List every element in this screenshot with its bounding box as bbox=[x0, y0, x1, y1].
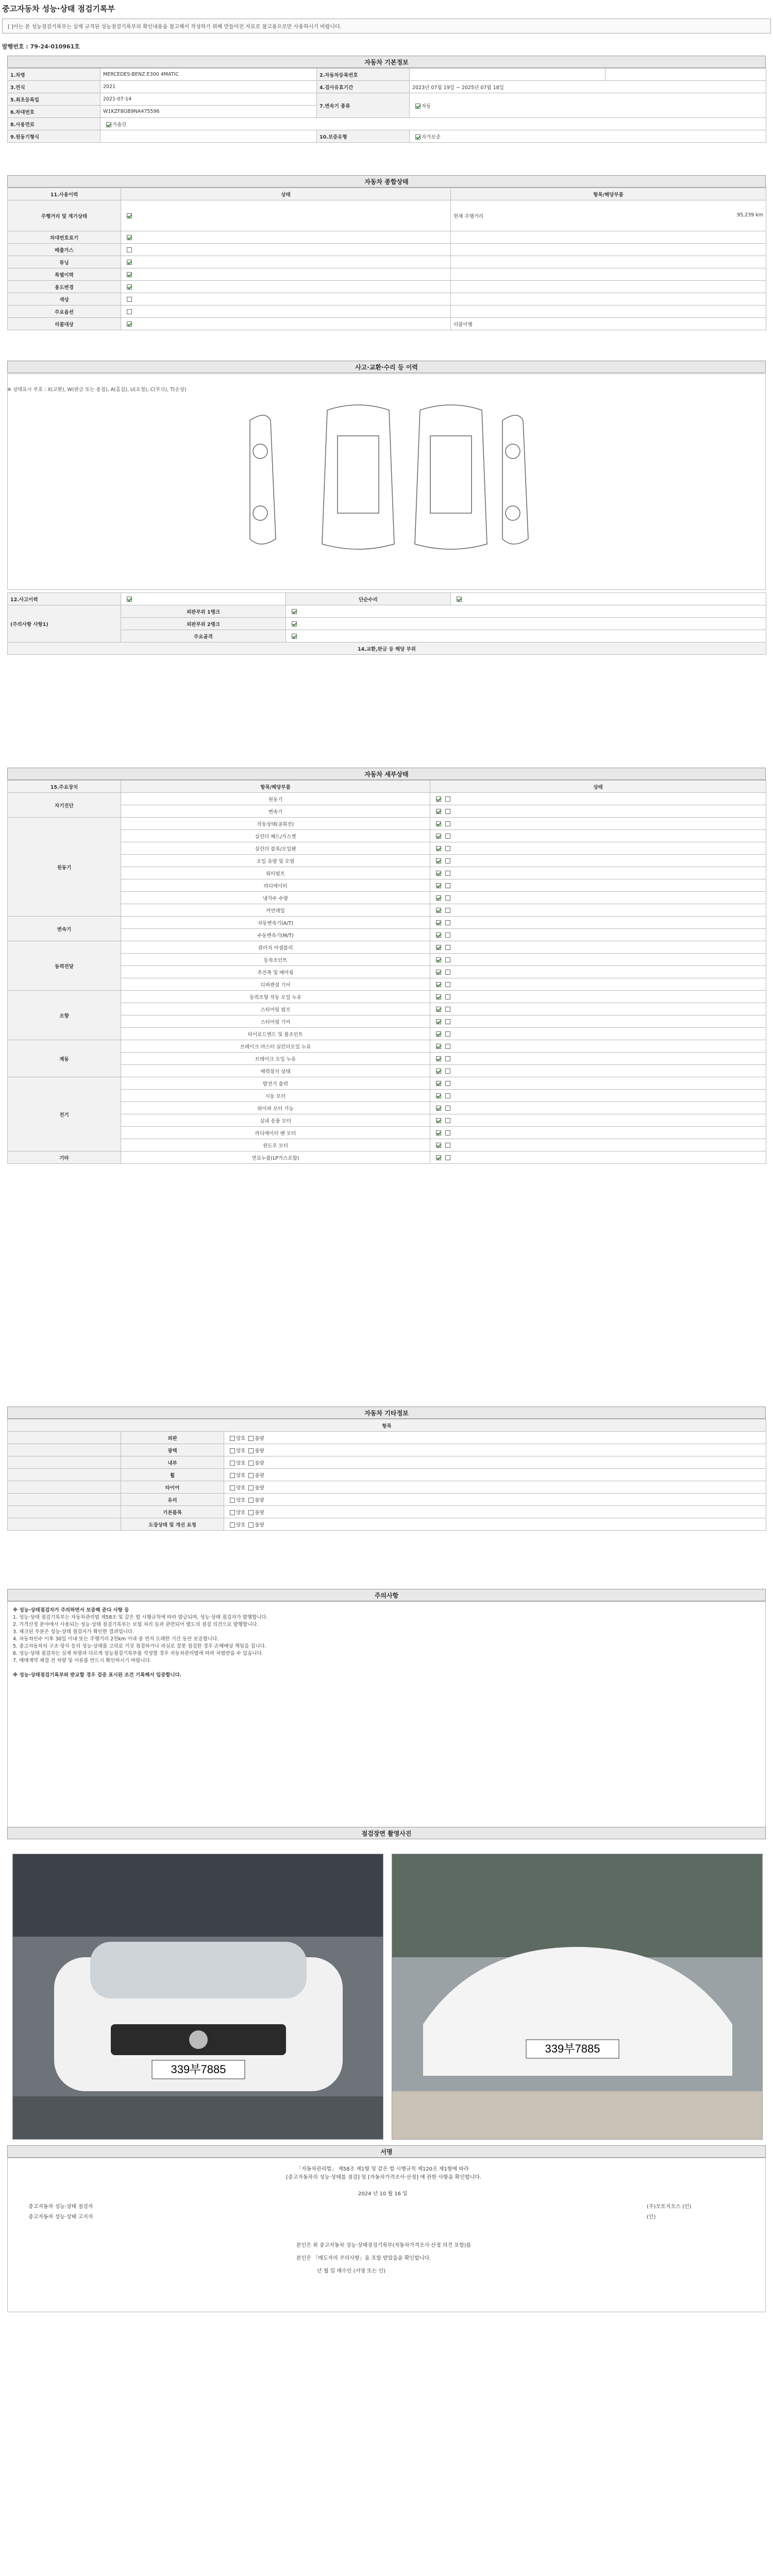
note-line: ※ 성능·상태점검자가 주의하면서 보증해 준다 사항 등 bbox=[13, 1607, 129, 1613]
label-simple-repair: 단순수리 bbox=[286, 593, 451, 605]
checkbox bbox=[248, 1436, 254, 1441]
sign-inspector-label: 중고자동차 성능·상태 점검자 bbox=[28, 2204, 93, 2210]
label-year: 3.연식 bbox=[8, 81, 100, 93]
detail-item: 윈도우 모터 bbox=[121, 1139, 430, 1151]
recall-target: 리콜이행 bbox=[453, 321, 473, 328]
detail-item: 라디에이터 팬 모터 bbox=[121, 1127, 430, 1139]
detail-item: 수동변속기(M/T) bbox=[121, 929, 430, 941]
photos-header: 점검장면 촬영사진 bbox=[7, 1827, 766, 1839]
detail-group-name: 조향 bbox=[8, 991, 121, 1040]
value-car-name: MERCEDES-BENZ E300 4MATIC bbox=[100, 69, 317, 81]
detail-table bbox=[7, 780, 766, 1164]
checkbox-checked bbox=[436, 1019, 441, 1024]
detail-item: 추진축 및 베어링 bbox=[121, 966, 430, 978]
detail-item: 커먼레일 bbox=[121, 904, 430, 917]
detail-item: 와이퍼 모터 기능 bbox=[121, 1102, 430, 1114]
warranty-text: 자가보증 bbox=[422, 134, 441, 140]
detail-state bbox=[430, 1077, 766, 1090]
plate-text-front: 339부7885 bbox=[171, 2063, 226, 2076]
misc-row-state bbox=[224, 1494, 766, 1506]
label-inspection-period: 4.검사유효기간 bbox=[317, 81, 410, 93]
checkbox-checked bbox=[292, 609, 297, 614]
label-exchange: 14.교환,판금 등 해당 부위 bbox=[8, 642, 766, 655]
checkbox-checked bbox=[436, 1081, 441, 1086]
checkbox bbox=[248, 1461, 254, 1466]
label-transmission: 7.변속기 종류 bbox=[317, 93, 410, 118]
opt-good: 양호 bbox=[236, 1435, 246, 1442]
checkbox bbox=[445, 858, 450, 863]
checkbox bbox=[230, 1448, 235, 1453]
note-line: 7. 매매계약 체결 전 차량 및 서류를 반드시 확인하시기 바랍니다. bbox=[13, 1658, 152, 1664]
checkbox-checked bbox=[436, 796, 441, 802]
label-vin-mark: 차대번호표기 bbox=[8, 231, 121, 244]
detail-state bbox=[430, 954, 766, 966]
detail-item: 실린더 블록/오일팬 bbox=[121, 842, 430, 855]
misc-row-label: 도장상태 및 개선 요청 bbox=[121, 1518, 224, 1531]
checkbox bbox=[445, 908, 450, 913]
checkbox bbox=[445, 1069, 450, 1074]
detail-state bbox=[430, 941, 766, 954]
opt-bad: 불량 bbox=[255, 1460, 264, 1466]
detail-group-name: 동력전달 bbox=[8, 941, 121, 991]
sign-box bbox=[7, 2158, 766, 2312]
checkbox bbox=[230, 1473, 235, 1478]
plate-text-side: 339부7885 bbox=[545, 2042, 600, 2055]
value-first-reg: 2021-07-14 bbox=[100, 93, 317, 106]
checkbox-checked bbox=[436, 895, 441, 901]
opt-good: 양호 bbox=[236, 1448, 246, 1454]
opt-bad: 불량 bbox=[255, 1485, 264, 1491]
misc-row-label: 기본품목 bbox=[121, 1506, 224, 1518]
checkbox bbox=[445, 982, 450, 987]
checkbox-checked bbox=[127, 321, 132, 327]
checkbox-checked bbox=[436, 957, 441, 962]
checkbox-checked bbox=[436, 970, 441, 975]
checkbox-checked bbox=[127, 597, 132, 602]
detail-state bbox=[430, 842, 766, 855]
misc-row-blank bbox=[8, 1432, 121, 1444]
detail-item: 시동 모터 bbox=[121, 1090, 430, 1102]
detail-state bbox=[430, 1114, 766, 1127]
checkbox bbox=[127, 309, 132, 314]
checkbox-checked bbox=[436, 809, 441, 814]
misc-row-blank bbox=[8, 1506, 121, 1518]
checkbox bbox=[230, 1510, 235, 1515]
detail-item: 원동기 bbox=[121, 793, 430, 805]
detail-state bbox=[430, 1090, 766, 1102]
checkbox bbox=[445, 1093, 450, 1098]
checkbox-checked bbox=[436, 945, 441, 950]
detail-item: 동력조향 작동 오일 누유 bbox=[121, 991, 430, 1003]
detail-item: 배력장치 상태 bbox=[121, 1065, 430, 1077]
checkbox-checked bbox=[415, 104, 421, 109]
value-fuel bbox=[100, 118, 766, 130]
detail-state bbox=[430, 1151, 766, 1164]
note-final: ※ 성능·상태점검기록부와 받교할 경우 검증 표시된 조건 기록해서 입증합니다. bbox=[13, 1672, 182, 1678]
detail-item: 브레이크 마스터 실린더오일 누유 bbox=[121, 1040, 430, 1053]
label-options: 주요옵션 bbox=[8, 306, 121, 318]
checkbox bbox=[445, 796, 450, 802]
checkbox-checked bbox=[436, 858, 441, 863]
label-use-change: 용도변경 bbox=[8, 281, 121, 293]
basic-info-table bbox=[7, 68, 766, 143]
sign-buyer3: 년 월 일 매수인 (서명 또는 인) bbox=[317, 2268, 386, 2274]
checkbox bbox=[230, 1461, 235, 1466]
detail-header: 자동차 세부상태 bbox=[7, 768, 766, 780]
checkbox bbox=[445, 1019, 450, 1024]
detail-state bbox=[430, 1053, 766, 1065]
detail-item: 디퍼렌셜 기어 bbox=[121, 978, 430, 991]
detail-state bbox=[430, 1003, 766, 1015]
note-line: 6. 성능·상태 점검자는 실제 차량과 다르게 성능점검기록부를 작성할 경우 자동차관리법에 따라 처벌받을 수 있습니다. bbox=[13, 1651, 263, 1656]
note-line: 3. 체크된 부분은 성능·상태 점검자가 확인한 결과입니다. bbox=[13, 1629, 135, 1635]
misc-row-blank bbox=[8, 1469, 121, 1481]
opt-good: 양호 bbox=[236, 1497, 246, 1503]
checkbox bbox=[445, 970, 450, 975]
checkbox-checked bbox=[436, 1069, 441, 1074]
checkbox-checked bbox=[436, 1155, 441, 1160]
checkbox bbox=[230, 1485, 235, 1490]
label-color: 색상 bbox=[8, 293, 121, 306]
detail-item: 등속조인트 bbox=[121, 954, 430, 966]
detail-col: 15.주요장치 bbox=[8, 781, 121, 793]
opt-good: 양호 bbox=[236, 1510, 246, 1516]
checkbox bbox=[445, 957, 450, 962]
label-outer1: 외판부위 1랭크 bbox=[121, 605, 286, 618]
detail-item: 클러치 어셈블리 bbox=[121, 941, 430, 954]
damage-header: 사고·교환·수리 등 이력 bbox=[7, 361, 766, 373]
checkbox-checked bbox=[436, 933, 441, 938]
checkbox bbox=[248, 1498, 254, 1503]
checkbox bbox=[248, 1485, 254, 1490]
detail-item: 오일 유량 및 오염 bbox=[121, 855, 430, 867]
basic-info-header: 자동차 기본정보 bbox=[7, 56, 766, 68]
detail-state bbox=[430, 830, 766, 842]
checkbox bbox=[445, 834, 450, 839]
misc-row-state bbox=[224, 1432, 766, 1444]
checkbox-checked bbox=[436, 1031, 441, 1037]
detail-group-name: 기타 bbox=[8, 1151, 121, 1164]
label-warranty: 10.보증유형 bbox=[317, 130, 410, 143]
detail-item: 자동변속기(A/T) bbox=[121, 917, 430, 929]
checkbox-checked bbox=[127, 284, 132, 290]
opt-good: 양호 bbox=[236, 1472, 246, 1479]
doc-number-value: 79-24-010961호 bbox=[30, 43, 80, 50]
label-car-name: 1.차명 bbox=[8, 69, 100, 81]
misc-row-blank bbox=[8, 1456, 121, 1469]
opt-bad: 불량 bbox=[255, 1435, 264, 1442]
misc-row-label: 광택 bbox=[121, 1444, 224, 1456]
detail-state bbox=[430, 805, 766, 818]
detail-group-name: 제동 bbox=[8, 1040, 121, 1077]
checkbox bbox=[445, 1118, 450, 1123]
checkbox bbox=[445, 1106, 450, 1111]
note-line: 4. 자동차인수 이후 30일 이내 또는 주행거리 2천km 이내 중 먼저 도래한 기간 동안 보증합니다. bbox=[13, 1636, 219, 1642]
checkbox-checked bbox=[457, 597, 462, 602]
car-photo-front bbox=[12, 1854, 383, 2140]
mileage-note bbox=[451, 200, 766, 231]
checkbox bbox=[445, 846, 450, 851]
car-photo-side bbox=[392, 1854, 763, 2140]
detail-item: 발전기 출력 bbox=[121, 1077, 430, 1090]
label-accident: 12.사고이력 bbox=[8, 593, 121, 605]
mileage-state bbox=[121, 200, 451, 231]
sign-seller-name: (인) bbox=[647, 2214, 656, 2220]
col-note: 항목/해당부품 bbox=[451, 188, 766, 200]
checkbox bbox=[230, 1436, 235, 1441]
misc-table bbox=[7, 1419, 766, 1531]
value-engine-type bbox=[100, 130, 317, 143]
detail-state bbox=[430, 991, 766, 1003]
sign-inspector-name: (주)모토지오스 (인) bbox=[647, 2204, 692, 2210]
checkbox bbox=[445, 945, 450, 950]
detail-state bbox=[430, 879, 766, 892]
misc-row-blank bbox=[8, 1444, 121, 1456]
detail-item: 스티어링 펌프 bbox=[121, 1003, 430, 1015]
label-engine-type: 9.원동기형식 bbox=[8, 130, 100, 143]
label-recall: 리콜대상 bbox=[8, 318, 121, 330]
misc-header: 자동차 기타정보 bbox=[7, 1406, 766, 1419]
detail-state bbox=[430, 1040, 766, 1053]
label-tuning: 튜닝 bbox=[8, 256, 121, 268]
detail-state bbox=[430, 1102, 766, 1114]
overall-table bbox=[7, 188, 766, 330]
detail-item: 라디에이터 bbox=[121, 879, 430, 892]
checkbox bbox=[445, 1044, 450, 1049]
checkbox bbox=[230, 1498, 235, 1503]
checkbox-checked bbox=[436, 1118, 441, 1123]
checkbox-checked bbox=[436, 908, 441, 913]
label-accident-sub: (주의사항 사항1) bbox=[8, 605, 121, 642]
sign-buyer2: 본인은 「매도자의 주의사항」을 포함 받았음을 확인합니다. bbox=[296, 2256, 431, 2261]
sign-header: 서명 bbox=[7, 2145, 766, 2158]
checkbox-checked bbox=[436, 846, 441, 851]
label-emission: 배출가스 bbox=[8, 244, 121, 256]
sign-date: 2024 년 10 월 16 일 bbox=[358, 2191, 408, 2197]
checkbox bbox=[445, 920, 450, 925]
checkbox bbox=[248, 1510, 254, 1515]
detail-item: 변속기 bbox=[121, 805, 430, 818]
checkbox-checked bbox=[436, 871, 441, 876]
misc-row-label: 휠 bbox=[121, 1469, 224, 1481]
misc-row-state bbox=[224, 1456, 766, 1469]
checkbox bbox=[248, 1448, 254, 1453]
note-line: 2. 가격산정 분야에서 사용되는 성능·상태 점검기록부는 보험 처리 등과 관련되어 별도의 점검 의견으로 발행합니다. bbox=[13, 1622, 259, 1628]
opt-bad: 불량 bbox=[255, 1510, 264, 1516]
detail-state bbox=[430, 1028, 766, 1040]
note-line: 1. 성능·상태 점검기록부는 자동차관리법 제58조 및 같은 법 시행규칙에 따라 발급되며, 성능·상태 점검자가 발행합니다. bbox=[13, 1615, 268, 1620]
accident-table bbox=[7, 592, 766, 655]
checkbox bbox=[445, 1031, 450, 1037]
misc-row-label: 유리 bbox=[121, 1494, 224, 1506]
checkbox-checked bbox=[436, 821, 441, 826]
page-title: 중고자동차 성능·상태 점검기록부 bbox=[2, 4, 115, 13]
misc-row-state bbox=[224, 1506, 766, 1518]
detail-item: 작동상태(공회전) bbox=[121, 818, 430, 830]
detail-state bbox=[430, 1139, 766, 1151]
misc-row-blank bbox=[8, 1481, 121, 1494]
detail-state bbox=[430, 818, 766, 830]
checkbox bbox=[445, 1130, 450, 1136]
detail-state bbox=[430, 1015, 766, 1028]
checkbox-checked bbox=[436, 1143, 441, 1148]
car-diagram bbox=[7, 374, 766, 590]
detail-item: 스티어링 기어 bbox=[121, 1015, 430, 1028]
detail-state bbox=[430, 867, 766, 879]
damage-legend: ※ 상태표시 부호 : X(교환), W(판금 또는 용접), A(흠집), U(요철), C(부식), T(손상) bbox=[7, 387, 187, 393]
sign-buyer1: 본인은 위 중고자동차 성능·상태점검기록부(자동차가격조사·산정 의견 포함)를 bbox=[296, 2243, 472, 2248]
mileage-value: 95,239 km bbox=[736, 212, 763, 218]
misc-row-state bbox=[224, 1444, 766, 1456]
checkbox bbox=[445, 1056, 450, 1061]
detail-group-name: 자기진단 bbox=[8, 793, 121, 818]
sign-line2: [중고자동차의 성능·상태를 점검] 및 [자동차가격조사·산정] 에 관한 사항을 확인합니다. bbox=[286, 2175, 482, 2180]
notes-box bbox=[7, 1601, 766, 1833]
doc-number-label: 발행번호 bbox=[2, 43, 24, 50]
notice-box: [ ]이는 본 성능점검기록부는 실제 규격된 성능점검기록부의 확인내용을 참고해서 작성하기 위해 만들어진 자료로 참고용으로만 사용하시기 바랍니다. bbox=[2, 19, 771, 33]
detail-item: 실내 송풍 모터 bbox=[121, 1114, 430, 1127]
car-outline-icon bbox=[8, 374, 765, 589]
checkbox bbox=[248, 1522, 254, 1528]
checkbox-checked bbox=[292, 634, 297, 639]
label-reg: 2.자동차등록번호 bbox=[317, 69, 410, 81]
detail-state bbox=[430, 1065, 766, 1077]
detail-state bbox=[430, 917, 766, 929]
checkbox-checked bbox=[436, 883, 441, 888]
value-inspection-period: 2023년 07월 19일 ~ 2025년 07월 18일 bbox=[410, 81, 766, 93]
label-first-reg: 5.최초등록일 bbox=[8, 93, 100, 106]
mileage-note-text: 현재 주행거리 bbox=[453, 213, 484, 219]
checkbox bbox=[445, 1081, 450, 1086]
label-outer2: 외판부위 2랭크 bbox=[121, 618, 286, 630]
label-main-frame: 주요골격 bbox=[121, 630, 286, 642]
checkbox bbox=[445, 871, 450, 876]
misc-row-state bbox=[224, 1481, 766, 1494]
detail-col: 상태 bbox=[430, 781, 766, 793]
detail-group-name: 전기 bbox=[8, 1077, 121, 1151]
checkbox bbox=[445, 809, 450, 814]
detail-col: 항목/해당부품 bbox=[121, 781, 430, 793]
checkbox-checked bbox=[436, 1044, 441, 1049]
opt-good: 양호 bbox=[236, 1485, 246, 1491]
transmission-text: 자동 bbox=[422, 103, 431, 109]
detail-item: 냉각수 수량 bbox=[121, 892, 430, 904]
notes-header: 주의사항 bbox=[7, 1589, 766, 1601]
checkbox bbox=[445, 895, 450, 901]
misc-row-blank bbox=[8, 1494, 121, 1506]
misc-row-blank bbox=[8, 1518, 121, 1531]
label-mileage: 주행거리 및 계기상태 bbox=[8, 200, 121, 231]
opt-bad: 불량 bbox=[255, 1472, 264, 1479]
checkbox-checked bbox=[127, 260, 132, 265]
detail-group-name: 원동기 bbox=[8, 818, 121, 917]
col-use-history: 11.사용이력 bbox=[8, 188, 121, 200]
detail-item: 타이로드엔드 및 볼조인트 bbox=[121, 1028, 430, 1040]
misc-row-label: 내부 bbox=[121, 1456, 224, 1469]
checkbox bbox=[127, 247, 132, 252]
checkbox-checked bbox=[127, 213, 132, 218]
checkbox bbox=[445, 1007, 450, 1012]
misc-row-label: 타이어 bbox=[121, 1481, 224, 1494]
value-year: 2021 bbox=[100, 81, 317, 93]
detail-group-name: 변속기 bbox=[8, 917, 121, 941]
misc-row-state bbox=[224, 1469, 766, 1481]
value-transmission bbox=[410, 93, 766, 118]
detail-state bbox=[430, 978, 766, 991]
detail-state bbox=[430, 904, 766, 917]
checkbox bbox=[127, 297, 132, 302]
misc-row-label: 외판 bbox=[121, 1432, 224, 1444]
checkbox bbox=[445, 933, 450, 938]
checkbox bbox=[445, 883, 450, 888]
opt-good: 양호 bbox=[236, 1522, 246, 1528]
checkbox-checked bbox=[436, 1130, 441, 1136]
checkbox bbox=[445, 994, 450, 999]
opt-good: 양호 bbox=[236, 1460, 246, 1466]
misc-sub: 항목 bbox=[8, 1419, 766, 1432]
sign-line1: 「자동차관리법」 제58조 제1항 및 같은 법 시행규칙 제120조 제1항에 따라 bbox=[296, 2166, 469, 2172]
detail-state bbox=[430, 929, 766, 941]
checkbox bbox=[445, 1143, 450, 1148]
fuel-text: 가솔린 bbox=[112, 122, 127, 128]
checkbox-checked bbox=[436, 1106, 441, 1111]
opt-bad: 불량 bbox=[255, 1522, 264, 1528]
checkbox-checked bbox=[436, 982, 441, 987]
checkbox bbox=[248, 1473, 254, 1478]
checkbox-checked bbox=[436, 834, 441, 839]
detail-item: 연료누출(LP가스포함) bbox=[121, 1151, 430, 1164]
overall-header: 자동차 종합상태 bbox=[7, 175, 766, 188]
detail-state bbox=[430, 1127, 766, 1139]
checkbox-checked bbox=[436, 920, 441, 925]
detail-item: 브레이크 오일 누유 bbox=[121, 1053, 430, 1065]
sign-seller-label: 중고자동차 성능·상태 고지자 bbox=[28, 2214, 93, 2220]
label-fuel: 8.사용연료 bbox=[8, 118, 100, 130]
checkbox-checked bbox=[436, 1093, 441, 1098]
opt-bad: 불량 bbox=[255, 1448, 264, 1454]
detail-state bbox=[430, 892, 766, 904]
detail-item: 실린더 헤드/가스켓 bbox=[121, 830, 430, 842]
checkbox-checked bbox=[127, 235, 132, 240]
opt-bad: 불량 bbox=[255, 1497, 264, 1503]
checkbox-checked bbox=[436, 1056, 441, 1061]
detail-state bbox=[430, 966, 766, 978]
misc-row-state bbox=[224, 1518, 766, 1531]
detail-state bbox=[430, 793, 766, 805]
checkbox bbox=[445, 1155, 450, 1160]
checkbox-checked bbox=[292, 621, 297, 626]
note-line: 5. 중고자동차의 구조·장치 등의 성능·상태를 고의로 거짓 점검하거나 과실로 잘못 점검한 경우 손해배상 책임을 집니다. bbox=[13, 1643, 266, 1649]
checkbox bbox=[445, 821, 450, 826]
value-warranty bbox=[410, 130, 766, 143]
label-vin: 6.차대번호 bbox=[8, 106, 100, 118]
label-special: 특별이력 bbox=[8, 268, 121, 281]
checkbox-checked bbox=[436, 994, 441, 999]
checkbox-checked bbox=[127, 272, 132, 277]
doc-number: 발행번호 : 79-24-010961호 bbox=[2, 43, 80, 50]
checkbox-checked bbox=[106, 122, 111, 127]
checkbox-checked bbox=[436, 1007, 441, 1012]
value-vin: W1KZF8GB9NA475596 bbox=[100, 106, 317, 118]
checkbox-checked bbox=[415, 134, 421, 140]
detail-item: 워터펌프 bbox=[121, 867, 430, 879]
detail-state bbox=[430, 855, 766, 867]
col-state: 상태 bbox=[121, 188, 451, 200]
checkbox bbox=[230, 1522, 235, 1528]
